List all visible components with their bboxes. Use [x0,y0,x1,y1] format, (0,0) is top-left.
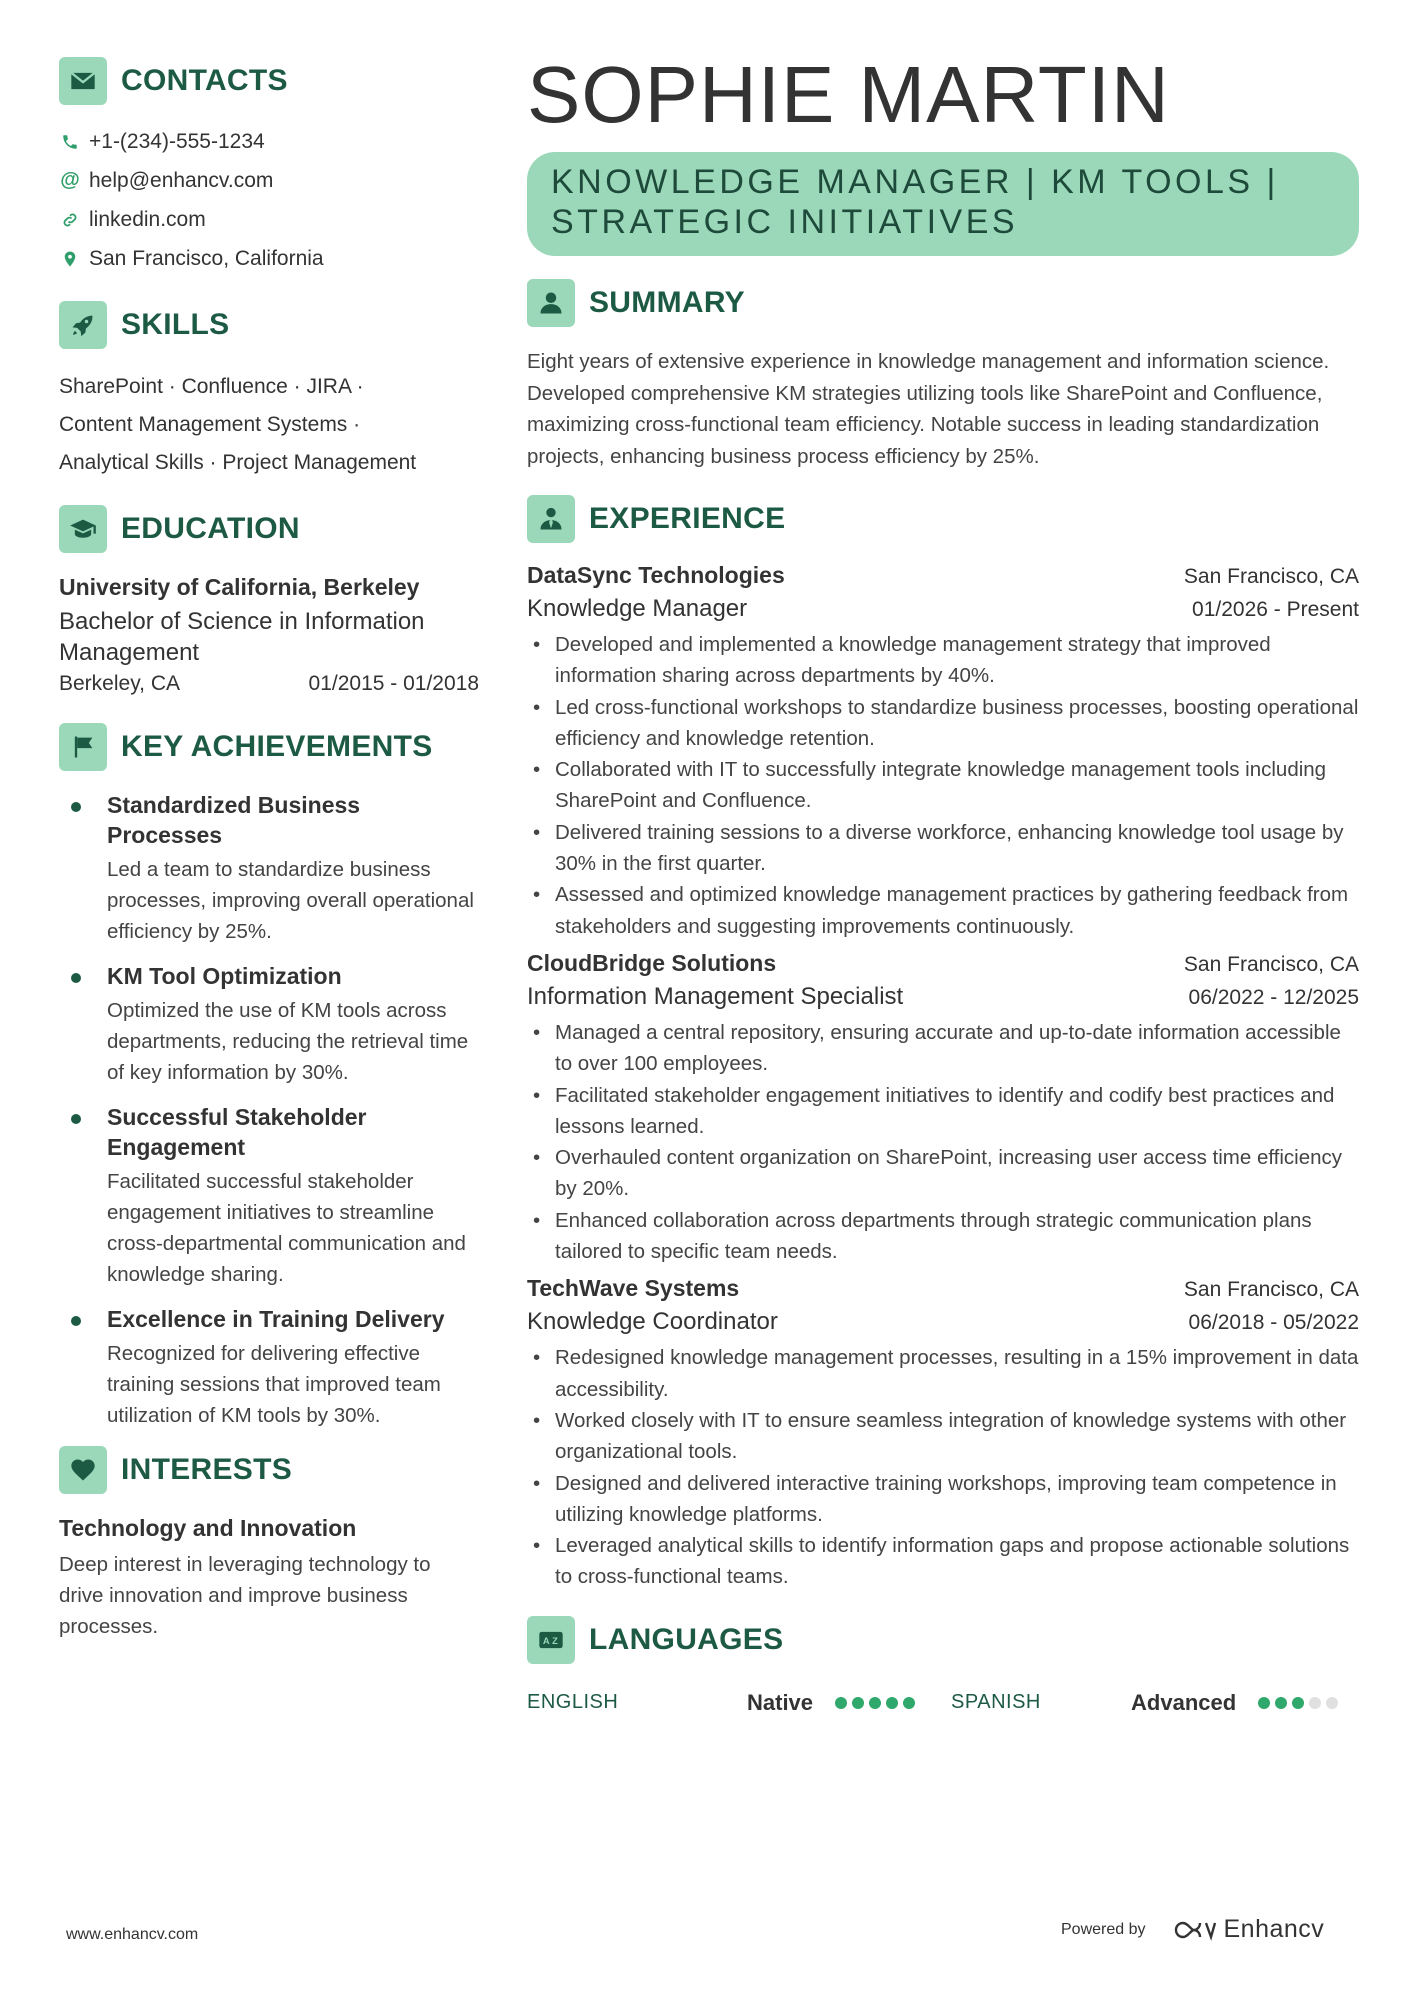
rating-dot-filled [903,1697,915,1709]
job-bullet: • Enhanced collaboration across departments through strategic communication plans tailored to specific team needs. [527,1205,1359,1268]
envelope-icon [59,57,107,105]
contacts-heading: CONTACTS [121,64,288,97]
interest-entry [59,1513,479,1642]
location-text: San Francisco, California [89,246,324,270]
rating-dot-filled [835,1697,847,1709]
skills-list [59,368,479,482]
achievement-item [59,790,479,947]
job-role: Knowledge Coordinator [527,1308,778,1336]
achievement-desc: Recognized for delivering effective training sessions that improved team utilization of KM tools by 30%. [107,1342,441,1427]
footer-branding [1061,1915,1324,1944]
svg-text:Z: Z [552,1635,558,1646]
job-company: CloudBridge Solutions [527,949,777,976]
job-role: Knowledge Manager [527,595,748,622]
interest-desc: Deep interest in leveraging technology to drive innovation and improve business processes. [59,1553,431,1638]
language-name: ENGLISH [527,1691,619,1714]
rating-dot-filled [869,1697,881,1709]
skills-line: SharePoint · Confluence · JIRA · [59,375,364,398]
experience-heading: EXPERIENCE [589,502,786,535]
job-dates: 06/2022 - 12/2025 [1188,985,1359,1009]
link-icon [59,211,81,229]
achievement-desc: Led a team to standardize business processes, improving overall operational efficiency by 25%. [107,858,474,943]
language-name: SPANISH [951,1691,1041,1714]
language-rating [835,1697,915,1709]
education-dates: 01/2015 - 01/2018 [308,672,479,695]
job-subheader [527,1308,1359,1336]
rating-dot-filled [1275,1697,1287,1709]
achievements-list [59,790,479,1431]
businessperson-icon [527,495,575,543]
job-bullet: • Designed and delivered interactive training workshops, improving team competence in utilizing knowledge platforms. [527,1468,1359,1531]
job-entry [527,1275,1359,1592]
job-header [527,562,1359,589]
heart-icon [59,1446,107,1494]
job-entry [527,950,1359,1267]
at-icon: @ [60,169,80,191]
flag-icon [59,723,107,771]
contacts-list [59,122,479,278]
language-icon [527,1616,575,1664]
job-bullet: • Delivered training sessions to a diverse workforce, enhancing knowledge tool usage by 30% in the first quarter. [527,817,1359,880]
graduation-cap-icon [59,505,107,553]
education-header [59,504,479,554]
job-header [527,1275,1359,1302]
headline-text: KNOWLEDGE MANAGER | KM TOOLS | STRATEGIC INITIATIVES [551,163,1279,241]
achievement-item [59,961,479,1088]
linkedin-text: linkedin.com [89,207,206,231]
rating-dot-filled [852,1697,864,1709]
job-bullet: • Redesigned knowledge management processes, resulting in a 15% improvement in data accessibility. [527,1342,1359,1405]
job-bullets [527,1342,1359,1592]
job-role: Information Management Specialist [527,982,904,1010]
headline-box [527,152,1359,256]
brand-name: Enhancv [1223,1915,1325,1943]
language-level: Native [747,1689,814,1715]
job-location: San Francisco, CA [1183,565,1359,588]
rating-dot-filled [1292,1697,1304,1709]
job-bullets [527,1017,1359,1267]
left-column [59,56,479,1642]
job-header [527,950,1359,977]
job-dates: 01/2026 - Present [1192,598,1359,621]
email-text: help@enhancv.com [89,168,274,192]
languages-heading: LANGUAGES [589,1622,784,1656]
summary-header [527,278,1359,328]
job-bullet: • Developed and implemented a knowledge management strategy that improved information sharing across departments by 40%. [527,629,1359,692]
footer-website[interactable]: www.enhancv.com [66,1926,199,1943]
education-entry [59,572,479,696]
job-location: San Francisco, CA [1183,1278,1359,1302]
rating-dot-filled [886,1697,898,1709]
job-dates: 06/2018 - 05/2022 [1188,1311,1359,1335]
job-bullet: • Worked closely with IT to ensure seamless integration of knowledge systems with other organizational tools. [527,1405,1359,1468]
job-bullet: • Facilitated stakeholder engagement initiatives to identify and codify best practices and lessons learned. [527,1080,1359,1143]
education-degree: Bachelor of Science in Information Management [59,608,425,666]
rocket-icon [59,301,107,349]
achievement-desc: Optimized the use of KM tools across departments, reducing the retrieval time of key information by 30%. [107,999,469,1084]
rating-dot-empty [1326,1697,1338,1709]
education-location: Berkeley, CA [59,672,180,695]
map-pin-icon [59,250,81,268]
phone-text: +1-(234)-555-1234 [89,129,265,153]
language-level: Advanced [1131,1689,1237,1715]
achievement-title: KM Tool Optimization [107,963,342,989]
experience-header [527,494,1359,544]
right-column [527,50,1359,1723]
job-bullet: • Led cross-functional workshops to standardize business processes, boosting operational efficiency and knowledge retention. [527,692,1359,755]
contacts-header [59,56,479,106]
candidate-name: SOPHIE MARTIN [527,50,1170,139]
powered-by-text: Powered by [1061,1920,1146,1938]
brand-logo[interactable] [1172,1915,1325,1944]
summary-heading: SUMMARY [589,286,745,319]
skills-line: Content Management Systems · [59,413,361,436]
achievements-header [59,722,479,772]
achievement-item [59,1102,479,1290]
job-bullet: • Assessed and optimized knowledge management practices by gathering feedback from stakeholders and suggesting improvements continuously. [527,879,1359,942]
bullet-dot [71,802,81,812]
achievement-item [59,1304,479,1431]
contact-phone[interactable] [59,122,479,161]
achievement-title: Excellence in Training Delivery [107,1306,445,1332]
job-subheader [527,595,1359,623]
job-bullet: • Leveraged analytical skills to identify information gaps and propose actionable solutions to cross-functional teams. [527,1530,1359,1593]
contact-location [59,239,479,278]
languages-list [527,1683,1359,1723]
bullet-dot [71,973,81,983]
job-bullet: • Collaborated with IT to successfully integrate knowledge management tools including SharePoint and Confluence. [527,754,1359,817]
phone-icon [59,133,81,151]
languages-header [527,1615,1359,1665]
rating-dot-filled [1258,1697,1270,1709]
language-rating [1258,1697,1338,1709]
job-bullet: • Managed a central repository, ensuring accurate and up-to-date information accessible to over 100 employees. [527,1017,1359,1080]
job-bullet: • Overhauled content organization on SharePoint, increasing user access time efficiency by 20%. [527,1142,1359,1205]
summary-text: Eight years of extensive experience in knowledge management and information science. Developed comprehensive KM strategies utilizing tools like SharePoint and Confluence, maximizing cross-functional team efficiency. Notable success in leading standardization projects, enhancing business process efficiency by 25%. [527,350,1330,468]
skills-line: Analytical Skills · Project Management [59,451,417,474]
education-heading: EDUCATION [121,512,300,545]
contact-email[interactable] [59,161,479,200]
achievement-title: Successful Stakeholder Engagement [107,1104,367,1160]
job-entry [527,562,1359,942]
achievement-title: Standardized Business Processes [107,792,361,848]
achievements-heading: KEY ACHIEVEMENTS [121,730,433,763]
interests-header [59,1445,479,1495]
user-icon [527,279,575,327]
skills-header [59,300,479,350]
bullet-dot [71,1316,81,1326]
svg-text:A: A [542,1635,550,1646]
job-bullets [527,629,1359,942]
education-school: University of California, Berkeley [59,574,420,600]
job-company: TechWave Systems [527,1275,740,1302]
education-meta [59,672,479,696]
interest-title: Technology and Innovation [59,1515,357,1541]
achievement-desc: Facilitated successful stakeholder engagement initiatives to streamline cross-departmental communication and knowledge sharing. [107,1170,466,1286]
job-subheader [527,983,1359,1011]
contact-linkedin[interactable] [59,200,479,239]
job-company: DataSync Technologies [527,562,785,588]
rating-dot-empty [1309,1697,1321,1709]
interests-heading: INTERESTS [121,1453,293,1486]
bullet-dot [71,1114,81,1124]
job-location: San Francisco, CA [1183,952,1359,976]
enhancv-logo-icon [1172,1918,1216,1942]
skills-heading: SKILLS [121,308,230,341]
